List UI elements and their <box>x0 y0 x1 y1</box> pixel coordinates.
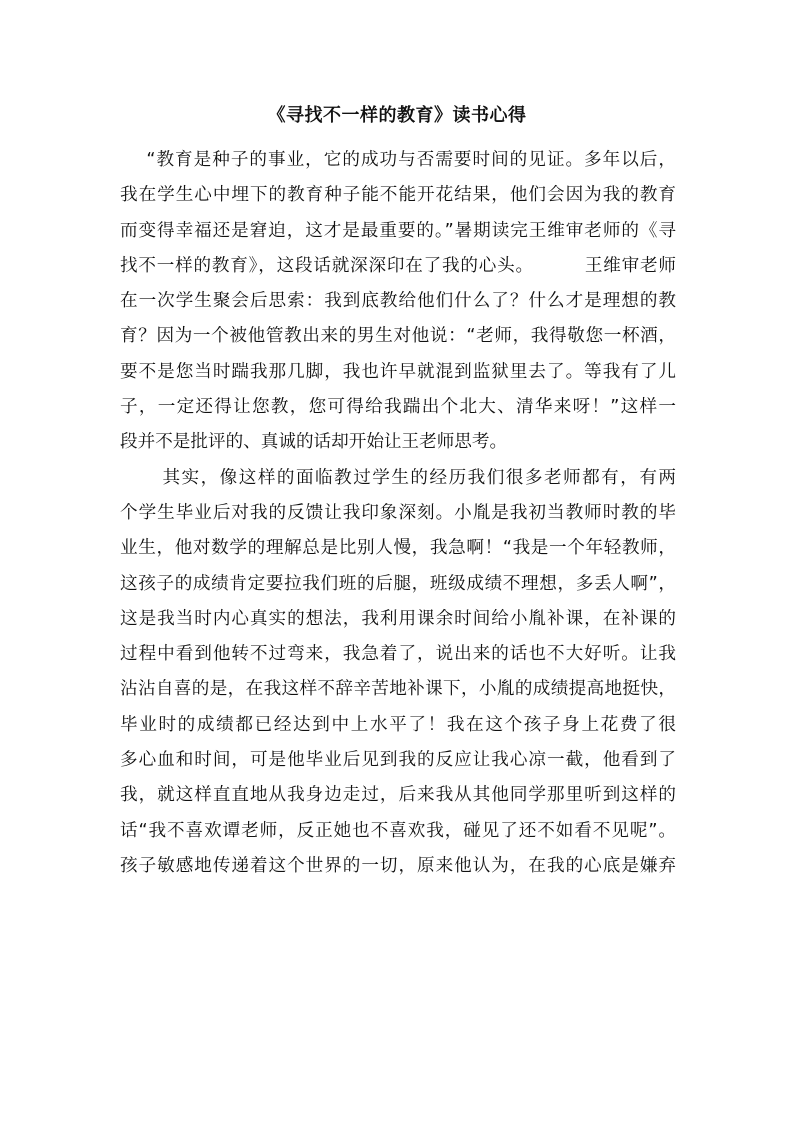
body-line: 这是我当时内心真实的想法，我利用课余时间给小胤补课，在补课的 <box>120 608 676 629</box>
body-line: 过程中看到他转不过弯来，我急着了，说出来的话也不大好听。让我 <box>120 644 676 665</box>
body-line: “教育是种子的事业，它的成功与否需要时间的见证。多年以后， <box>120 150 676 170</box>
body-line: 子，一定还得让您教，您可得给我踹出个北大、清华来呀！”这样一 <box>120 397 676 418</box>
body-line: 业生，他对数学的理解总是比别人慢，我急啊！“我是一个年轻教师， <box>120 538 676 559</box>
body-line: 我，就这样直直地从我身边走过，后来我从其他同学那里听到这样的 <box>120 785 676 806</box>
body-line: 沾沾自喜的是，在我这样不辞辛苦地补课下，小胤的成绩提高地挺快， <box>120 679 676 700</box>
body-line: 话“我不喜欢谭老师，反正她也不喜欢我，碰见了还不如看不见呢”。 <box>120 820 676 841</box>
body-line: 育？因为一个被他管教出来的男生对他说：“老师，我得敬您一杯酒， <box>120 326 676 347</box>
body-line: 在一次学生聚会后思索：我到底教给他们什么了？什么才是理想的教 <box>120 291 676 312</box>
body-line: 毕业时的成绩都已经达到中上水平了！我在这个孩子身上花费了很 <box>120 714 676 735</box>
body-line: 找不一样的教育》，这段话就深深印在了我的心头。 王维审老师 <box>120 255 676 276</box>
body-line: 而变得幸福还是窘迫，这才是最重要的。”暑期读完王维审老师的《寻 <box>120 220 676 241</box>
body-line: 孩子敏感地传递着这个世界的一切，原来他认为，在我的心底是嫌弃 <box>120 855 676 876</box>
body-line: 要不是您当时踹我那几脚，我也许早就混到监狱里去了。等我有了儿 <box>120 361 676 382</box>
document-body <box>120 143 676 884</box>
body-line: 个学生毕业后对我的反馈让我印象深刻。小胤是我初当教师时教的毕 <box>120 502 676 523</box>
body-line: 段并不是批评的、真诚的话却开始让王老师思考。 <box>120 432 508 453</box>
document-title: 《寻找不一样的教育》读书心得 <box>267 105 527 126</box>
body-line: 多心血和时间，可是他毕业后见到我的反应让我心凉一截，他看到了 <box>120 750 676 771</box>
body-line: 我在学生心中埋下的教育种子能不能开花结果，他们会因为我的教育 <box>120 185 676 206</box>
body-line: 这孩子的成绩肯定要拉我们班的后腿，班级成绩不理想，多丢人啊”， <box>120 573 676 594</box>
body-line: 其实，像这样的面临教过学生的经历我们很多老师都有，有两 <box>120 467 676 488</box>
